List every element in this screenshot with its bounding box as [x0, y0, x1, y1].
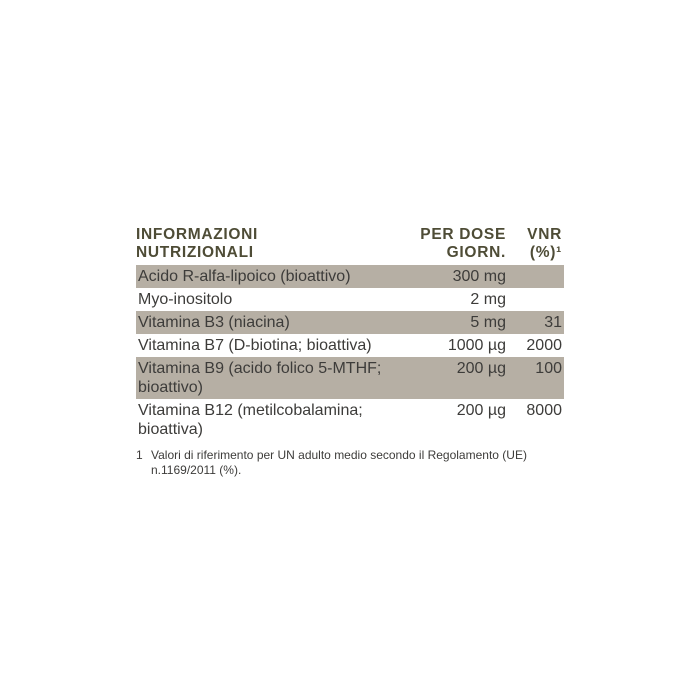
header-vnr-line2: (%)¹ [529, 244, 562, 261]
row-dose: 1000 µg [447, 337, 506, 354]
row-label: Vitamina B3 (niacina) [138, 314, 290, 331]
table-row [136, 399, 564, 441]
row-label: Myo-inositolo [138, 291, 233, 308]
row-vnr: 8000 [526, 402, 562, 419]
row-label: Acido R-alfa-lipoico (bioattivo) [138, 268, 351, 285]
row-label: Vitamina B9 (acido folico 5-MTHF; bioattivo) [138, 360, 382, 396]
header-dose-line1: PER DOSE [420, 226, 506, 243]
header-dose-column [418, 226, 506, 262]
row-vnr: 100 [535, 360, 562, 377]
table-row [136, 288, 564, 311]
nutrition-facts-table [136, 226, 564, 477]
header-vnr-column [506, 226, 564, 262]
row-vnr: 31 [544, 314, 562, 331]
footnote-marker: 1 [136, 448, 143, 462]
table-row [136, 265, 564, 288]
header-info-column [136, 226, 418, 262]
row-vnr: 2000 [526, 337, 562, 354]
table-row [136, 357, 564, 399]
row-dose: 200 µg [456, 402, 506, 419]
row-dose: 200 µg [456, 360, 506, 377]
row-dose: 300 mg [452, 268, 506, 285]
header-vnr-line1: VNR [527, 226, 562, 243]
row-dose: 5 mg [470, 314, 506, 331]
header-info-line1: INFORMAZIONI [136, 226, 259, 243]
reference-footnote [136, 448, 564, 477]
table-header [136, 226, 564, 265]
header-info-line2: NUTRIZIONALI [136, 244, 254, 261]
row-label: Vitamina B12 (metilcobalamina; bioattiva) [138, 402, 363, 438]
footnote-text: Valori di riferimento per UN adulto medio secondo il Regolamento (UE) n.1169/2011 (%). [151, 448, 527, 477]
row-label: Vitamina B7 (D-biotina; bioattiva) [138, 337, 372, 354]
table-row [136, 311, 564, 334]
row-dose: 2 mg [470, 291, 506, 308]
table-row [136, 334, 564, 357]
header-dose-line2: GIORN. [446, 244, 506, 261]
